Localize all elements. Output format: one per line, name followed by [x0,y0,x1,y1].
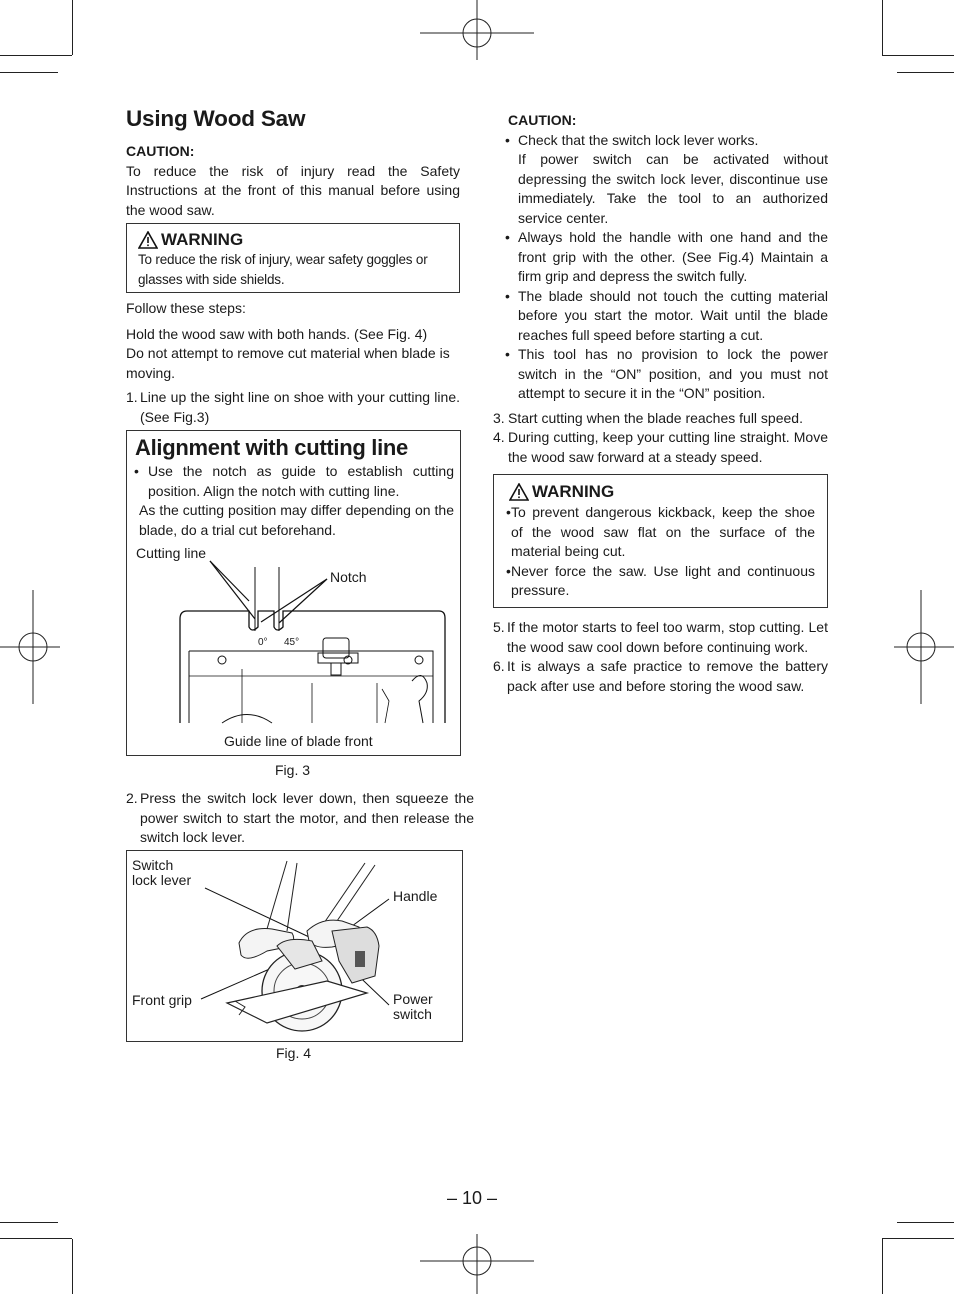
caution-item: If power switch can be activated without depressing the switch lock lever, discontinue use immediately. Take the tool to an authorized service center. [518,151,828,226]
warning-triangle-icon [509,483,529,501]
steps-intro [126,299,460,427]
page-number: – 10 – [447,1188,498,1208]
warning-item: • Never force the saw. Use light and continuous pressure. [506,562,815,598]
right-caution [493,111,828,467]
label-power-line2: switch [393,1006,432,1022]
caution-item: • The blade should not touch the cutting material before you start the motor. Wait until the blade reaches full speed before starting a cut. [505,287,828,343]
label-switch-line1: Switch [132,857,174,873]
warning-heading: WARNING [138,230,449,250]
caution-text: To reduce the risk of injury read the Safety Instructions at the front of this manual before using the wood saw. [126,162,460,218]
fig3-illustration [127,431,460,755]
follow-steps-text: Follow these steps: [126,300,246,316]
page-title: Using Wood Saw [126,106,306,131]
registration-mark-left [0,590,60,704]
do-not-remove-text: Do not attempt to remove cut material when blade is moving. [126,345,450,381]
alignment-bullet: • Use the notch as guide to establish cutting position. Align the notch with cutting line. As the cutting position may differ depending on the blade, do a trial cut beforehand. [134,463,454,538]
warning-item: • To prevent dangerous kickback, keep the shoe of the wood saw flat on the surface of the material being cut. [506,504,815,559]
label-45-degree: 45° [284,637,300,648]
step-4: 4. During cutting, keep your cutting line straight. Move the wood saw forward at a steady speed. [493,429,828,465]
label-0-degree: 0° [258,637,268,648]
caution-item: • Check that the switch lock lever works. [505,131,759,148]
registration-mark-top [420,0,534,60]
fig3-caption: Fig. 3 [275,762,311,778]
steps-5-6 [493,618,828,696]
registration-mark-right [894,590,954,704]
intro-caution [126,142,460,220]
label-switch-line2: lock lever [132,872,192,888]
warning-text: To reduce the risk of injury, wear safety goggles or glasses with side shields. [138,252,428,287]
alignment-box [126,430,461,756]
label-handle: Handle [393,888,438,904]
warning-heading-2: WARNING [506,482,815,502]
label-power-line1: Power [393,991,433,1007]
alignment-heading: Alignment with cutting line [135,435,408,460]
hold-saw-text: Hold the wood saw with both hands. (See Fig. 4) [126,325,428,342]
step-6: 6. It is always a safe practice to remove the battery pack after use and before storing the wood saw. [493,658,828,694]
step-5: 5. If the motor starts to feel too warm, stop cutting. Let the wood saw cool down before continuing work. [493,619,828,655]
label-notch: Notch [330,569,367,585]
step-3: 3. Start cutting when the blade reaches full speed. [493,409,803,426]
warning-box-goggles [126,223,460,293]
fig4-caption: Fig. 4 [276,1045,312,1061]
caution-label: CAUTION: [126,143,195,159]
step-1: 1. Line up the sight line on shoe with your cutting line. (See Fig.3) [126,389,460,425]
label-cutting-line: Cutting line [136,545,207,561]
label-front-grip: Front grip [132,992,192,1008]
caution-item: • This tool has no provision to lock the power switch in the “ON” position, and you must not attempt to secure it in the “ON” position. [505,346,828,401]
warning-triangle-icon [138,231,158,249]
label-guide-line: Guide line of blade front [224,733,373,749]
fig4-box [126,850,463,1042]
step-2: 2. Press the switch lock lever down, then squeeze the power switch to start the motor, and then release the switch lock lever. [126,790,474,845]
caution-item: • Always hold the handle with one hand and the front grip with the other. (See Fig.4) Maintain a firm grip and depress the switch fully. [505,229,828,284]
caution-label-right: CAUTION: [508,112,577,128]
warning-box-kickback [493,474,828,608]
registration-mark-bottom [420,1234,534,1294]
